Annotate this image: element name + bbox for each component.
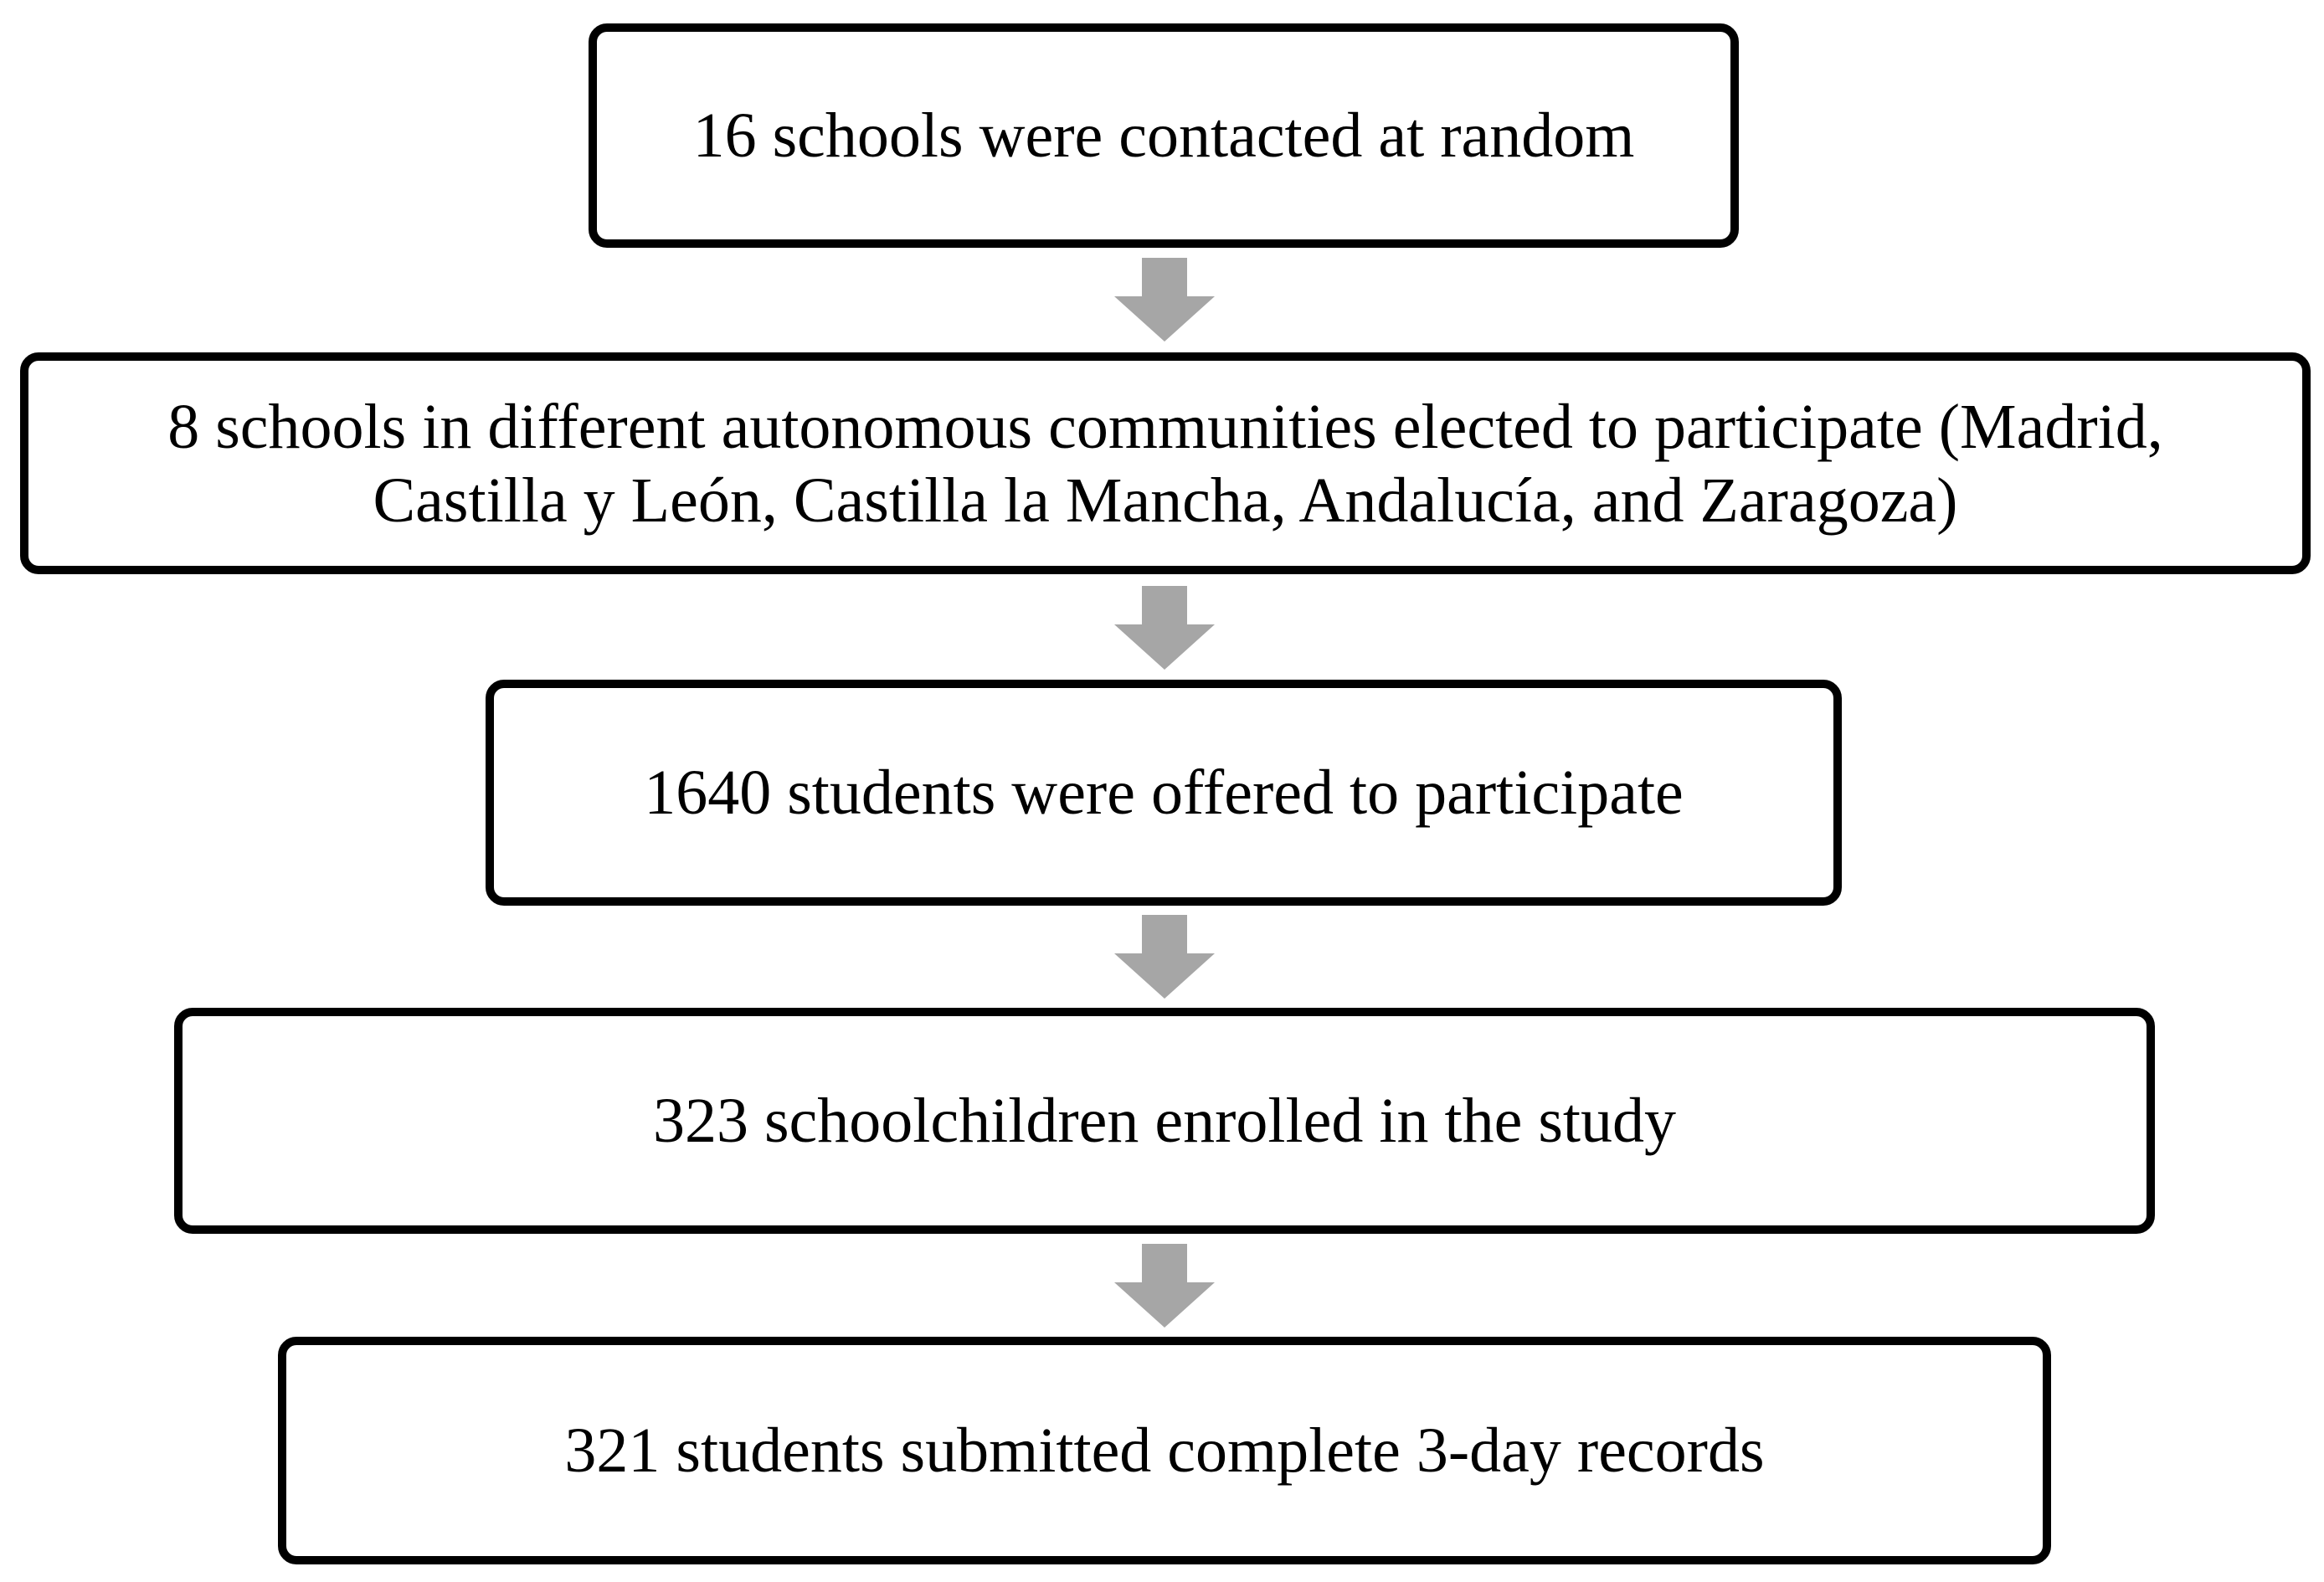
down-arrow-icon bbox=[1114, 258, 1215, 342]
step-text-line: Castilla y León, Castilla la Mancha, Andalucía, and Zaragoza) bbox=[373, 465, 1958, 536]
down-arrow-icon bbox=[1114, 586, 1215, 670]
step-text: 1640 students were offered to participate bbox=[644, 758, 1684, 828]
down-arrow-shape bbox=[1114, 258, 1215, 342]
step-text-line: 8 schools in different autonomous communities elected to participate (Madrid, bbox=[167, 391, 2163, 462]
step-text bbox=[167, 390, 2163, 537]
step-box-students-offered bbox=[486, 680, 1842, 906]
step-text: 321 students submitted complete 3-day records bbox=[564, 1415, 1765, 1486]
down-arrow-shape bbox=[1114, 586, 1215, 670]
down-arrow-icon bbox=[1114, 915, 1215, 999]
step-text: 323 schoolchildren enrolled in the study bbox=[652, 1086, 1677, 1156]
down-arrow-shape bbox=[1114, 1244, 1215, 1328]
step-box-schools-participating bbox=[20, 352, 2311, 574]
down-arrow-icon bbox=[1114, 1244, 1215, 1328]
down-arrow-shape bbox=[1114, 915, 1215, 999]
step-box-complete-records bbox=[278, 1337, 2051, 1564]
step-box-schools-contacted bbox=[589, 23, 1739, 248]
step-text: 16 schools were contacted at random bbox=[692, 100, 1635, 171]
step-box-children-enrolled bbox=[174, 1008, 2155, 1234]
